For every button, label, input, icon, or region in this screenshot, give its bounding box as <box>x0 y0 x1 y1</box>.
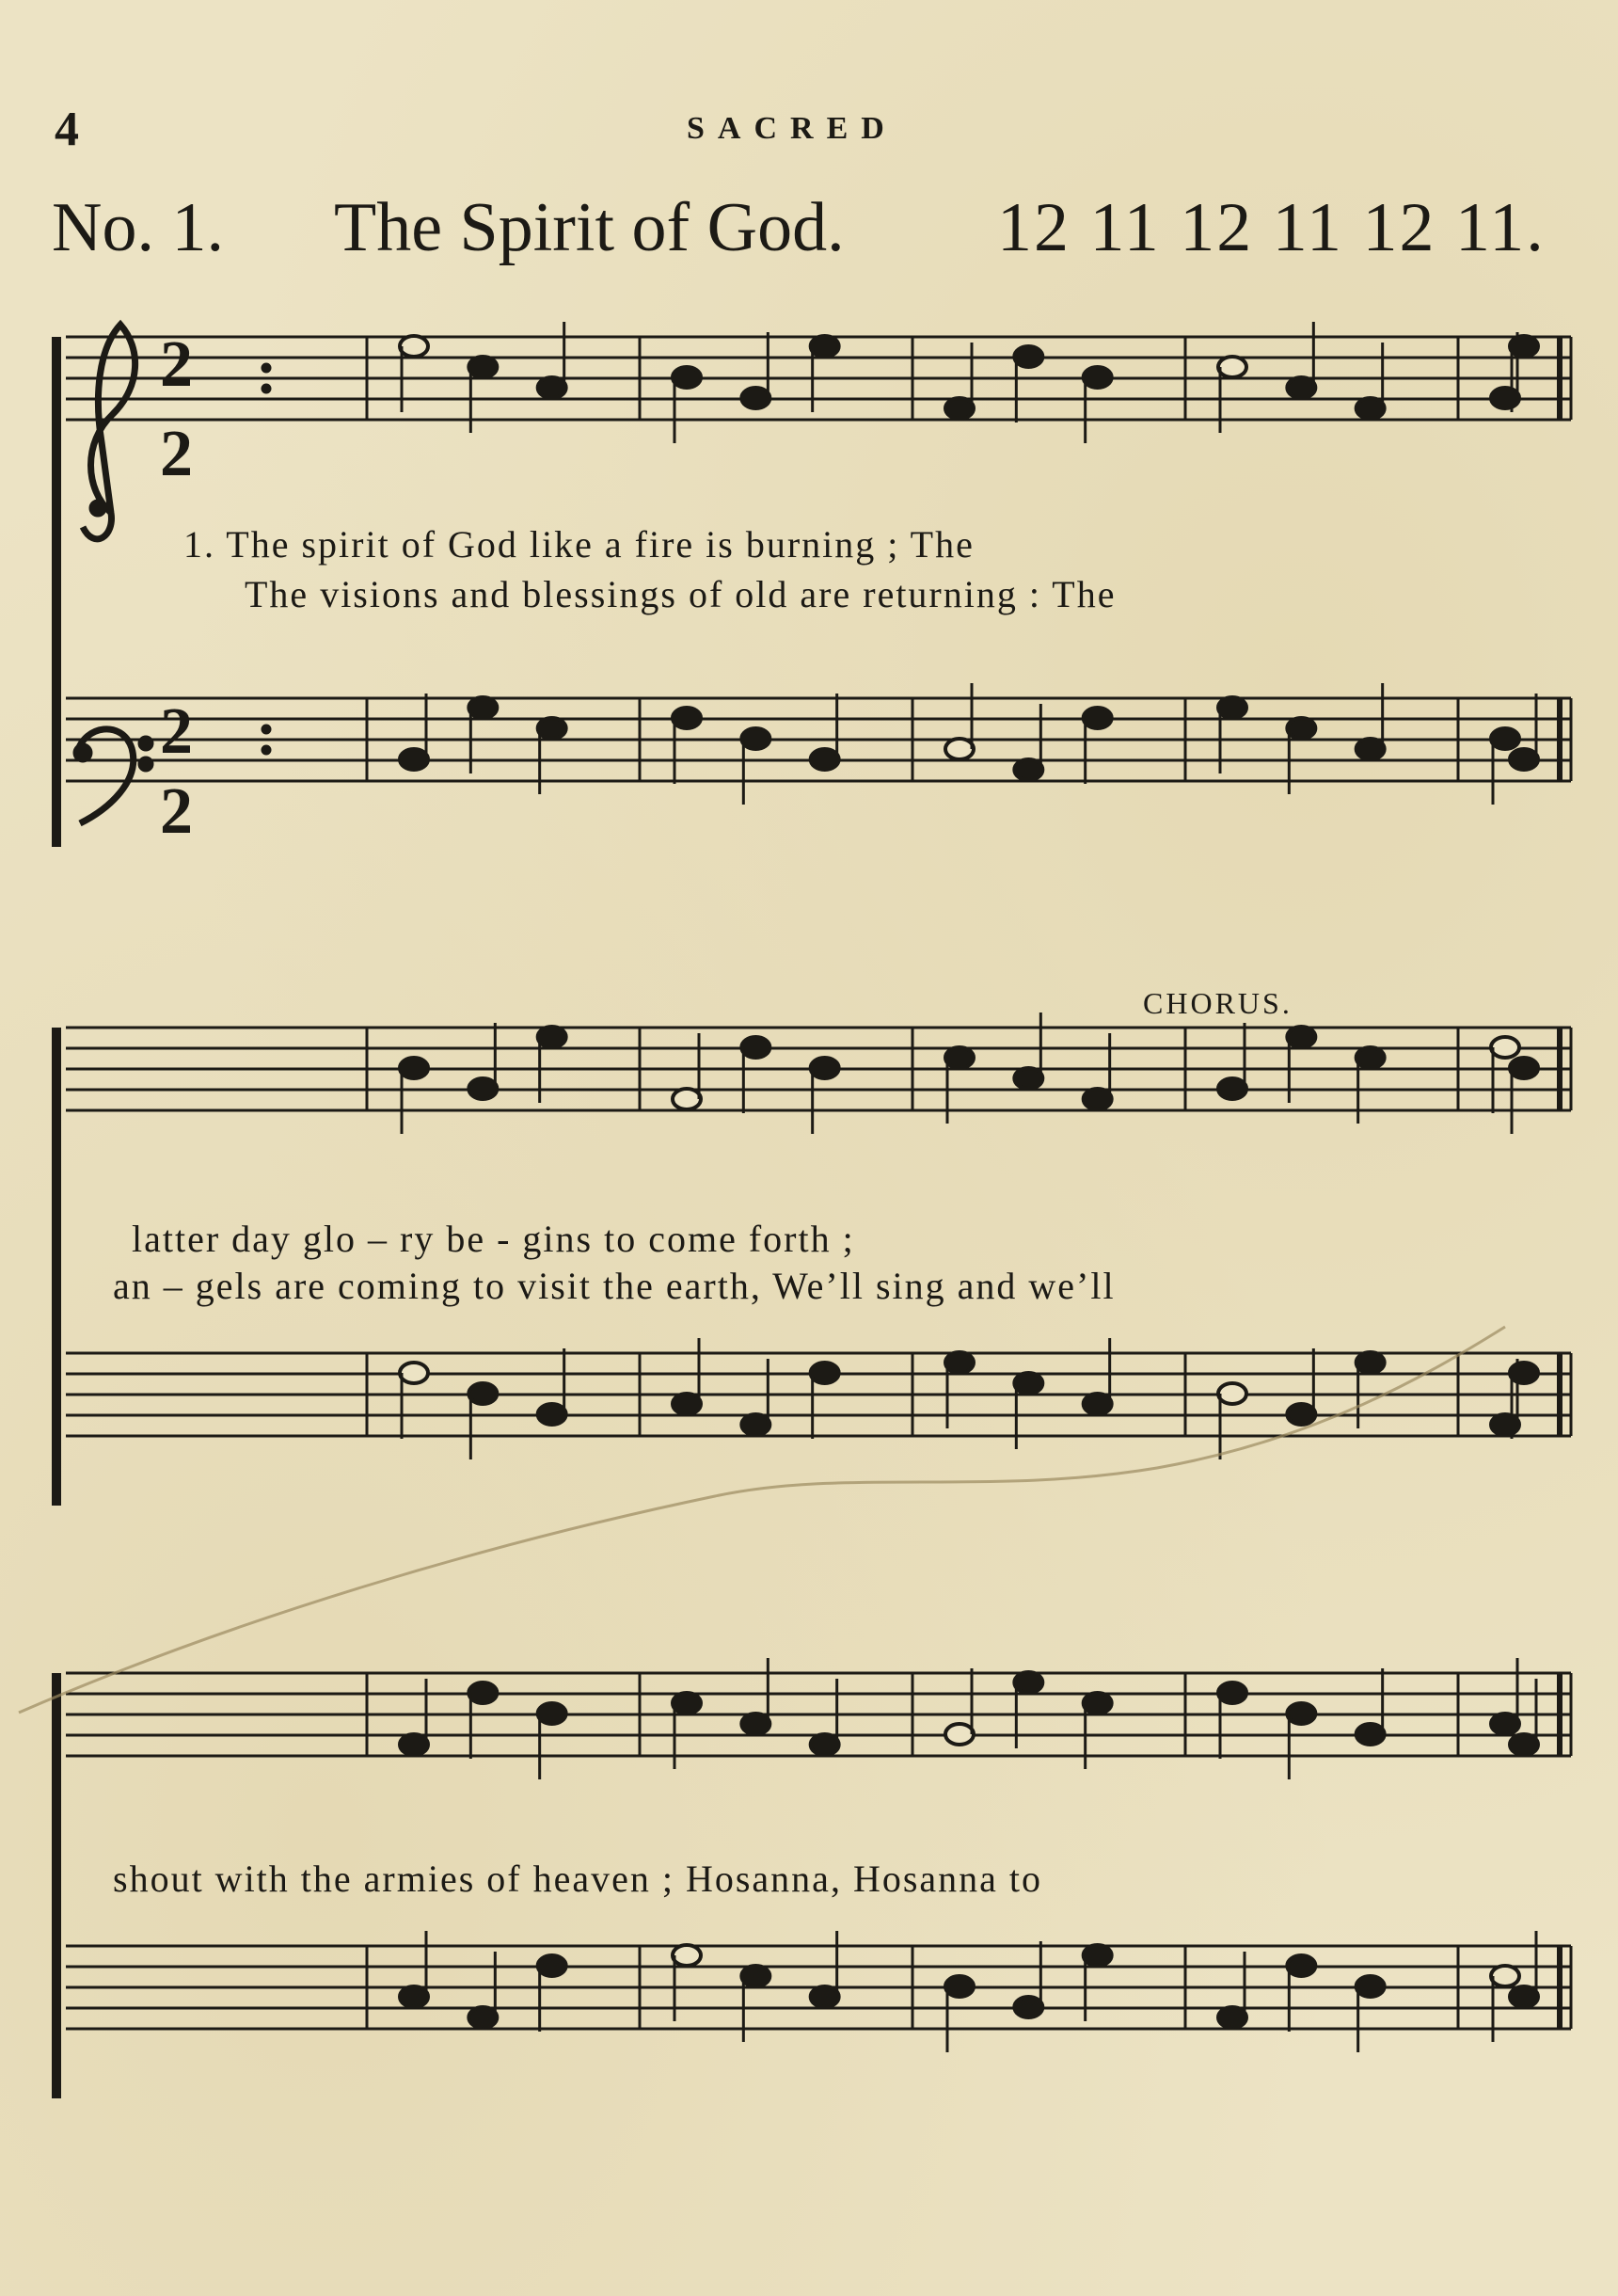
repeat-dot <box>262 725 271 734</box>
note-head <box>1084 1693 1112 1714</box>
note-head <box>945 1047 974 1068</box>
note-head <box>1287 718 1315 739</box>
note-head <box>945 1724 974 1745</box>
repeat-dot <box>262 363 271 373</box>
note-head <box>1014 1373 1042 1394</box>
repeat-dot <box>262 384 271 393</box>
note-head <box>1356 1724 1385 1745</box>
note-head <box>468 1383 497 1404</box>
note-head <box>1014 1997 1042 2017</box>
note-head <box>1287 1955 1315 1976</box>
note-head <box>741 1714 769 1734</box>
lyric-line: latter day glo – ry be - gins to come forth ; <box>132 1218 855 1260</box>
note-head <box>1218 697 1246 718</box>
note-head <box>1356 1976 1385 1997</box>
page-number: 4 <box>55 103 79 156</box>
note-head <box>1510 1734 1538 1755</box>
note-head <box>400 1986 428 2007</box>
note-head <box>1356 739 1385 759</box>
time-signature-top-bass: 2 <box>160 695 193 768</box>
note-head <box>673 1394 701 1414</box>
hymn-number: No. 1. <box>52 189 224 266</box>
note-head <box>1491 1714 1519 1734</box>
note-head <box>1287 1703 1315 1724</box>
note-head <box>1287 1404 1315 1425</box>
note-head <box>673 708 701 728</box>
note-head <box>468 697 497 718</box>
lyric-line: The visions and blessings of old are returning : The <box>245 573 1117 615</box>
note-head <box>1084 1945 1112 1966</box>
note-head <box>945 1976 974 1997</box>
note-head <box>538 1955 566 1976</box>
note-head <box>1218 1078 1246 1099</box>
note-head <box>1356 1352 1385 1373</box>
note-head <box>1356 1047 1385 1068</box>
note-head <box>673 1945 701 1966</box>
note-head <box>1218 357 1246 377</box>
note-head <box>538 1027 566 1047</box>
note-head <box>811 336 839 357</box>
note-head <box>1084 1394 1112 1414</box>
note-head <box>1287 377 1315 398</box>
note-head <box>811 1363 839 1383</box>
lyric-line: shout with the armies of heaven ; Hosanna, Hosanna to <box>113 1858 1043 1900</box>
note-head <box>945 398 974 419</box>
note-head <box>1491 388 1519 408</box>
note-head <box>1510 749 1538 770</box>
note-head <box>538 377 566 398</box>
note-head <box>741 728 769 749</box>
note-head <box>811 1734 839 1755</box>
note-head <box>673 1693 701 1714</box>
bass-clef-icon <box>76 729 151 823</box>
note-head <box>1491 1414 1519 1435</box>
note-head <box>1218 1682 1246 1703</box>
note-head <box>400 1734 428 1755</box>
hymn-meter: 12 11 12 11 12 11. <box>997 189 1546 266</box>
note-head <box>945 1352 974 1373</box>
note-head <box>1084 1089 1112 1109</box>
note-head <box>1510 1363 1538 1383</box>
note-head <box>1084 708 1112 728</box>
note-head <box>1218 2007 1246 2028</box>
note-head <box>741 1414 769 1435</box>
note-head <box>1218 1383 1246 1404</box>
note-head <box>400 749 428 770</box>
chorus-label: CHORUS. <box>1143 986 1293 1020</box>
note-head <box>400 1058 428 1078</box>
note-head <box>538 1703 566 1724</box>
time-signature-bottom-bass: 2 <box>160 775 193 848</box>
note-head <box>673 1089 701 1109</box>
hymn-title: The Spirit of God. <box>334 189 845 266</box>
note-head <box>538 1404 566 1425</box>
note-head <box>1287 1027 1315 1047</box>
note-head <box>811 1986 839 2007</box>
repeat-dot <box>262 745 271 755</box>
note-head <box>673 367 701 388</box>
note-head <box>538 718 566 739</box>
note-head <box>741 388 769 408</box>
paper-crack <box>19 1327 1505 1713</box>
note-head <box>468 2007 497 2028</box>
note-head <box>1510 1986 1538 2007</box>
note-head <box>1014 1672 1042 1693</box>
note-head <box>400 1363 428 1383</box>
time-signature-top: 2 <box>160 328 193 401</box>
note-head <box>1510 336 1538 357</box>
note-head <box>1491 1037 1519 1058</box>
note-head <box>1084 367 1112 388</box>
note-head <box>811 749 839 770</box>
note-head <box>945 739 974 759</box>
note-head <box>1014 346 1042 367</box>
note-head <box>1491 728 1519 749</box>
note-head <box>1491 1966 1519 1986</box>
note-head <box>1014 1068 1042 1089</box>
note-head <box>1014 759 1042 780</box>
note-head <box>811 1058 839 1078</box>
note-head <box>468 1078 497 1099</box>
lyric-line: an – gels are coming to visit the earth, We’ll sing and we’ll <box>113 1265 1116 1307</box>
note-head <box>741 1037 769 1058</box>
note-head <box>1510 1058 1538 1078</box>
time-signature-bottom: 2 <box>160 418 193 490</box>
note-head <box>741 1966 769 1986</box>
lyric-line: 1. The spirit of God like a fire is burning ; The <box>183 523 975 566</box>
note-head <box>1356 398 1385 419</box>
note-head <box>468 1682 497 1703</box>
section-title: SACRED <box>687 111 897 146</box>
note-head <box>468 357 497 377</box>
note-head <box>400 336 428 357</box>
